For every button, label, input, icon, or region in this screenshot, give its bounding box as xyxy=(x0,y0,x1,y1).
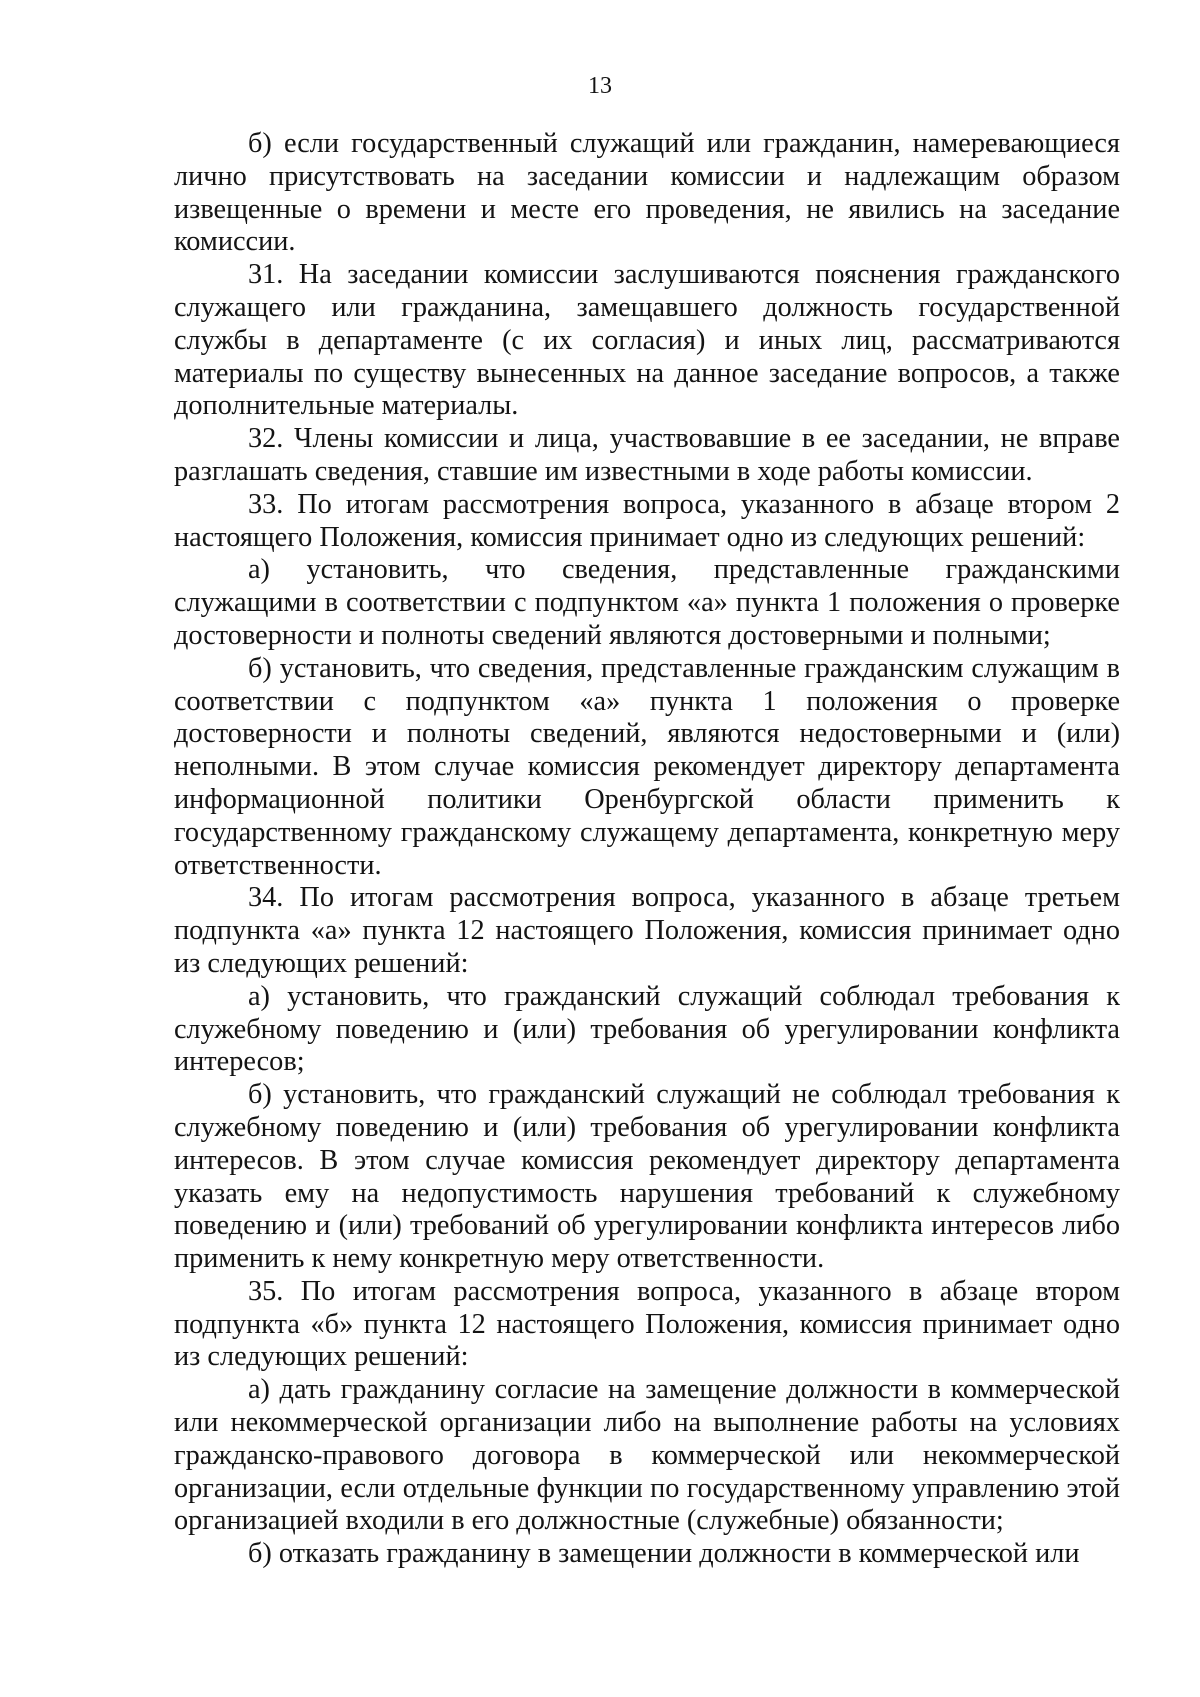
paragraph-31: 31. На заседании комиссии заслушиваются пояснения гражданского служащего или гражданина, замещавшего должность государственной службы в департаменте (с их согласия) и иных лиц, рассматриваются материалы по существу вынесенных на данное заседание вопросов, а также дополнительные материалы. xyxy=(174,259,1120,422)
paragraph-35-b: б) отказать гражданину в замещении должности в коммерческой или xyxy=(248,1538,1080,1570)
page-number: 13 xyxy=(588,73,612,99)
paragraph-34-b: б) установить, что гражданский служащий не соблюдал требования к служебному поведению и (или) требования об урегулировании конфликта интересов. В этом случае комиссия рекомендует директору департамента указать ему на недопустимость нарушения требований к служебному поведению и (или) требований об урегулировании конфликта интересов либо применить к нему конкретную меру ответственности. xyxy=(174,1079,1120,1275)
paragraph-b-absence: б) если государственный служащий или гражданин, намеревающиеся лично присутствовать на заседании комиссии и надлежащим образом извещенные о времени и месте его проведения, не явились на заседание комиссии. xyxy=(174,128,1120,258)
paragraph-33-b: б) установить, что сведения, представленные гражданским служащим в соответствии с подпунктом «а» пункта 1 положения о проверке достоверности и полноты сведений, являются недостоверными и (или) неполными. В этом случае комиссия рекомендует директору департамента информационной политики Оренбургской области применить к государственному гражданскому служащему департамента, конкретную меру ответственности. xyxy=(174,652,1120,881)
paragraph-35-a: а) дать гражданину согласие на замещение должности в коммерческой или некоммерческой организации либо на выполнение работы на условиях гражданско-правового договора в коммерческой или некоммерческой организации, если отдельные функции по государственному управлению этой организацией входили в его должностные (служебные) обязанности; xyxy=(174,1374,1120,1537)
paragraph-35: 35. По итогам рассмотрения вопроса, указанного в абзаце втором подпункта «б» пункта 12 настоящего Положения, комиссия принимает одно из следующих решений: xyxy=(174,1275,1120,1373)
paragraph-34-a: а) установить, что гражданский служащий соблюдал требования к служебному поведению и (или) требования об урегулировании конфликта интересов; xyxy=(174,980,1120,1078)
paragraph-34: 34. По итогам рассмотрения вопроса, указанного в абзаце третьем подпункта «а» пункта 12 настоящего Положения, комиссия принимает одно из следующих решений: xyxy=(174,882,1120,979)
paragraph-33-a: а) установить, что сведения, представленные гражданскими служащими в соответствии с подпунктом «а» пункта 1 положения о проверке достоверности и полноты сведений являются достоверными и полными; xyxy=(174,554,1120,651)
paragraph-33: 33. По итогам рассмотрения вопроса, указанного в абзаце втором 2 настоящего Положения, комиссия принимает одно из следующих решений: xyxy=(174,488,1120,553)
document-body xyxy=(174,128,1120,1571)
paragraph-32: 32. Члены комиссии и лица, участвовавшие в ее заседании, не вправе разглашать сведения, ставшие им известными в ходе работы комиссии. xyxy=(174,423,1120,487)
